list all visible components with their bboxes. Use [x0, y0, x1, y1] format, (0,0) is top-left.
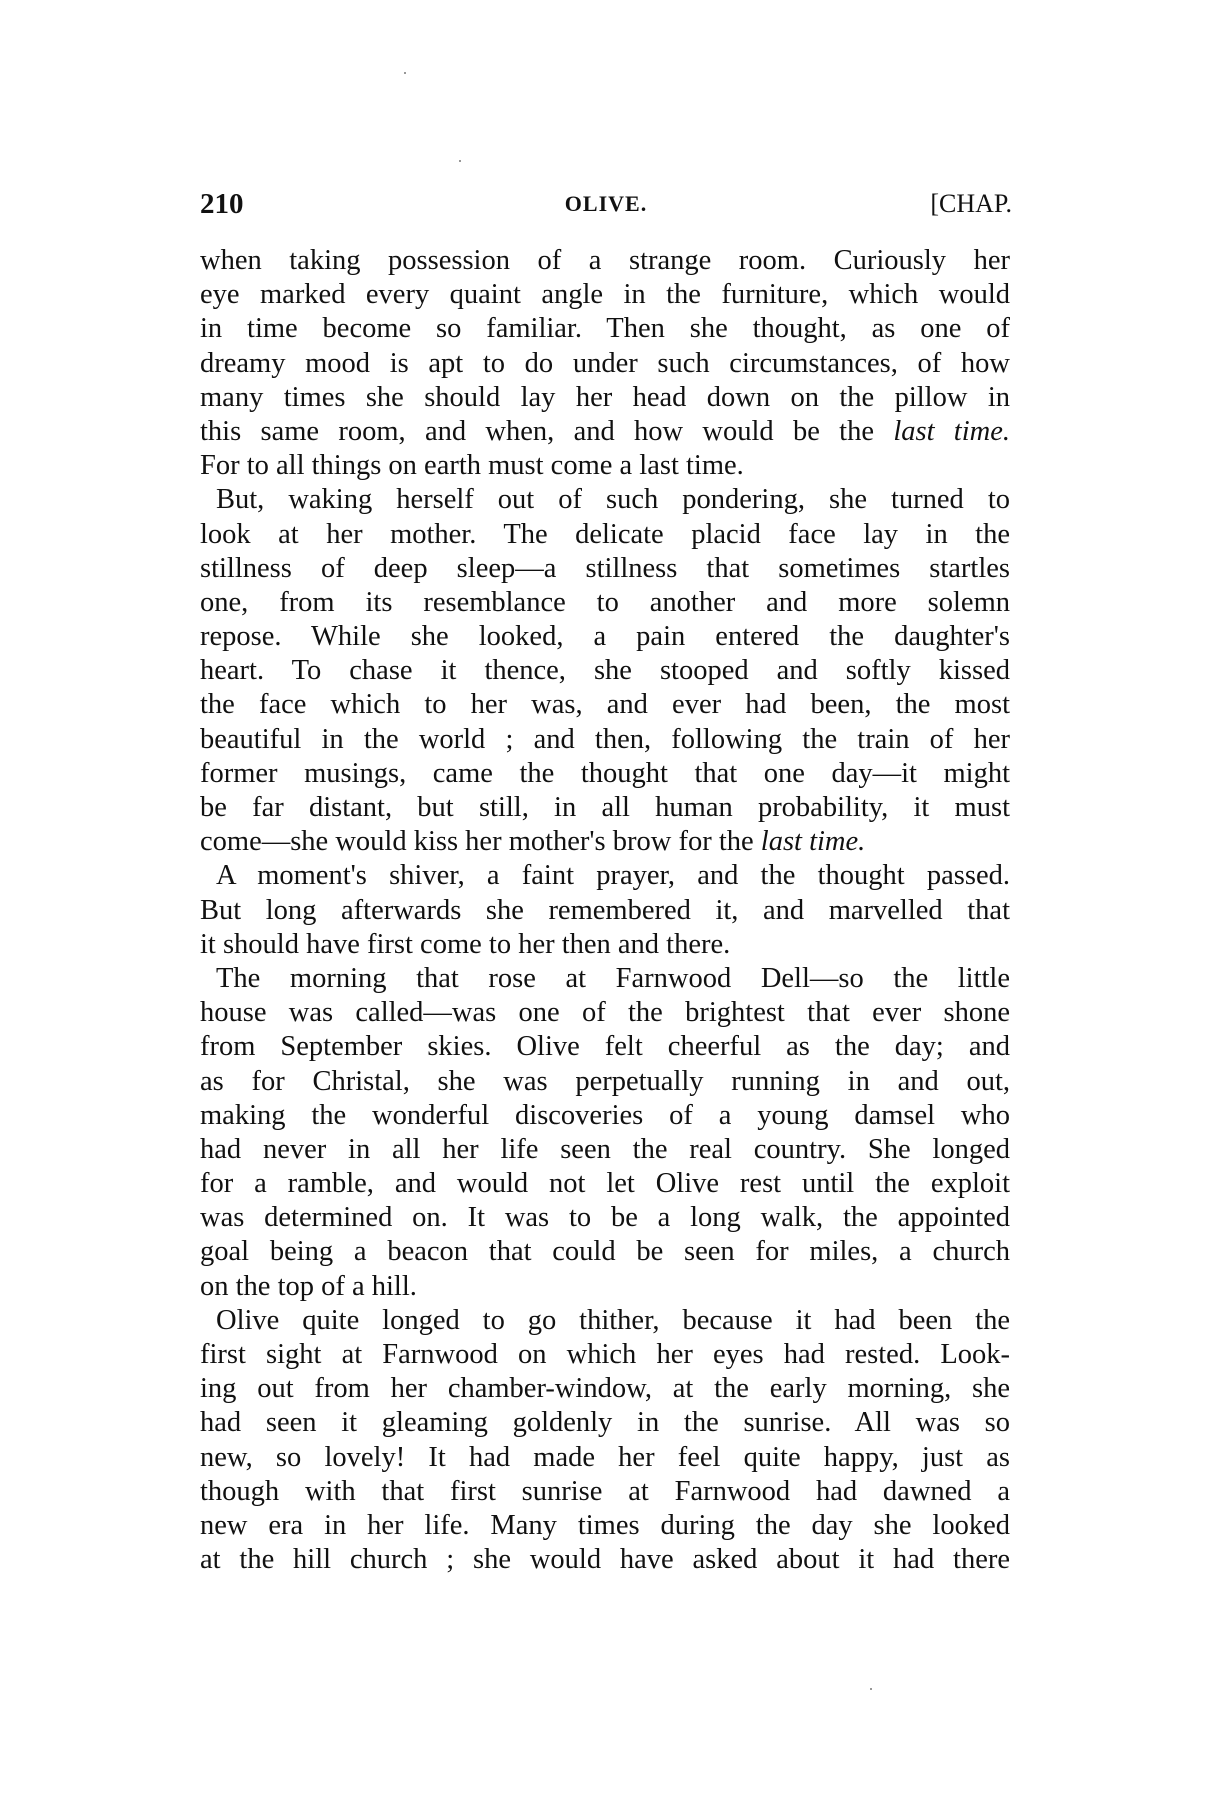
text-line: stillness of deep sleep—a stillness that sometimes startles	[200, 552, 1010, 584]
scan-speck	[404, 72, 406, 74]
text-line: The morning that rose at Farnwood Dell—so the little	[216, 962, 1010, 994]
text-line: be far distant, but still, in all human probability, it must	[200, 792, 1010, 823]
text-line: look at her mother. The delicate placid face lay in the	[200, 518, 1010, 550]
text-line: as for Christal, she was perpetually running in and out,	[200, 1065, 1010, 1097]
text-line	[200, 825, 1010, 859]
text-segment: this same room, and when, and how would be the	[200, 415, 894, 447]
text-line: in time become so familiar. Then she thought, as one of	[200, 313, 1010, 345]
text-line: the face which to her was, and ever had been, the most	[200, 689, 1010, 721]
text-line: from September skies. Olive felt cheerful as the day; and	[200, 1031, 1010, 1063]
text-line: But long afterwards she remembered it, and marvelled that	[200, 894, 1010, 926]
text-line: For to all things on earth must come a last time.	[200, 450, 744, 482]
text-line: ing out from her chamber-window, at the early morning, she	[200, 1373, 1010, 1405]
paragraph-5	[200, 1304, 1010, 1578]
text-line: making the wonderful discoveries of a young damsel who	[200, 1099, 1010, 1131]
paragraph-4	[200, 962, 1010, 1304]
scan-speck	[870, 1688, 872, 1690]
italic-phrase: last time.	[760, 826, 866, 858]
paragraph-3	[200, 859, 1010, 962]
running-title: OLIVE.	[564, 191, 648, 216]
text-line: when taking possession of a strange room. Curiously her	[200, 245, 1010, 276]
page-body	[200, 244, 1010, 1577]
text-line: had never in all her life seen the real country. She longed	[200, 1133, 1010, 1165]
text-line: one, from its resemblance to another and more solemn	[200, 586, 1010, 618]
text-line: though with that first sunrise at Farnwood had dawned a	[200, 1475, 1010, 1507]
text-line: new, so lovely! It had made her feel quite happy, just as	[200, 1441, 1010, 1473]
text-line: beautiful in the world ; and then, following the train of her	[200, 723, 1010, 755]
paragraph-2	[200, 483, 1010, 859]
text-line	[200, 415, 1010, 449]
text-line: dreamy mood is apt to do under such circumstances, of how	[200, 347, 1010, 379]
page-number: 210	[200, 188, 244, 220]
text-line: it should have first come to her then and there.	[200, 928, 731, 960]
text-segment: come—she would kiss her mother's brow for the	[200, 826, 761, 858]
text-line: house was called—was one of the brightest that ever shone	[200, 997, 1010, 1029]
italic-phrase: last time.	[893, 415, 1010, 447]
scan-speck	[459, 160, 461, 162]
text-line: for a ramble, and would not let Olive rest until the exploit	[200, 1168, 1010, 1200]
text-line: A moment's shiver, a faint prayer, and the thought passed.	[216, 860, 1010, 892]
paragraph-1	[200, 244, 1010, 483]
text-line: former musings, came the thought that one day—it might	[200, 757, 1010, 789]
text-line: goal being a beacon that could be seen for miles, a church	[200, 1236, 1010, 1268]
text-line: But, waking herself out of such pondering, she turned to	[216, 484, 1010, 516]
chapter-mark: [CHAP.	[930, 189, 1012, 218]
text-line: eye marked every quaint angle in the furniture, which would	[200, 279, 1010, 311]
text-line: new era in her life. Many times during the day she looked	[200, 1509, 1010, 1541]
page-header	[200, 182, 1012, 226]
text-line: was determined on. It was to be a long walk, the appointed	[200, 1202, 1010, 1234]
text-line: many times she should lay her head down on the pillow in	[200, 381, 1010, 413]
text-line: Olive quite longed to go thither, because it had been the	[216, 1304, 1010, 1336]
text-line: heart. To chase it thence, she stooped and softly kissed	[200, 655, 1010, 687]
text-line: repose. While she looked, a pain entered the daughter's	[200, 621, 1010, 653]
text-line: first sight at Farnwood on which her eyes had rested. Look-	[200, 1339, 1010, 1370]
text-line: on the top of a hill.	[200, 1270, 417, 1302]
text-line: had seen it gleaming goldenly in the sunrise. All was so	[200, 1407, 1010, 1439]
text-line: at the hill church ; she would have asked about it had there	[200, 1544, 1010, 1576]
